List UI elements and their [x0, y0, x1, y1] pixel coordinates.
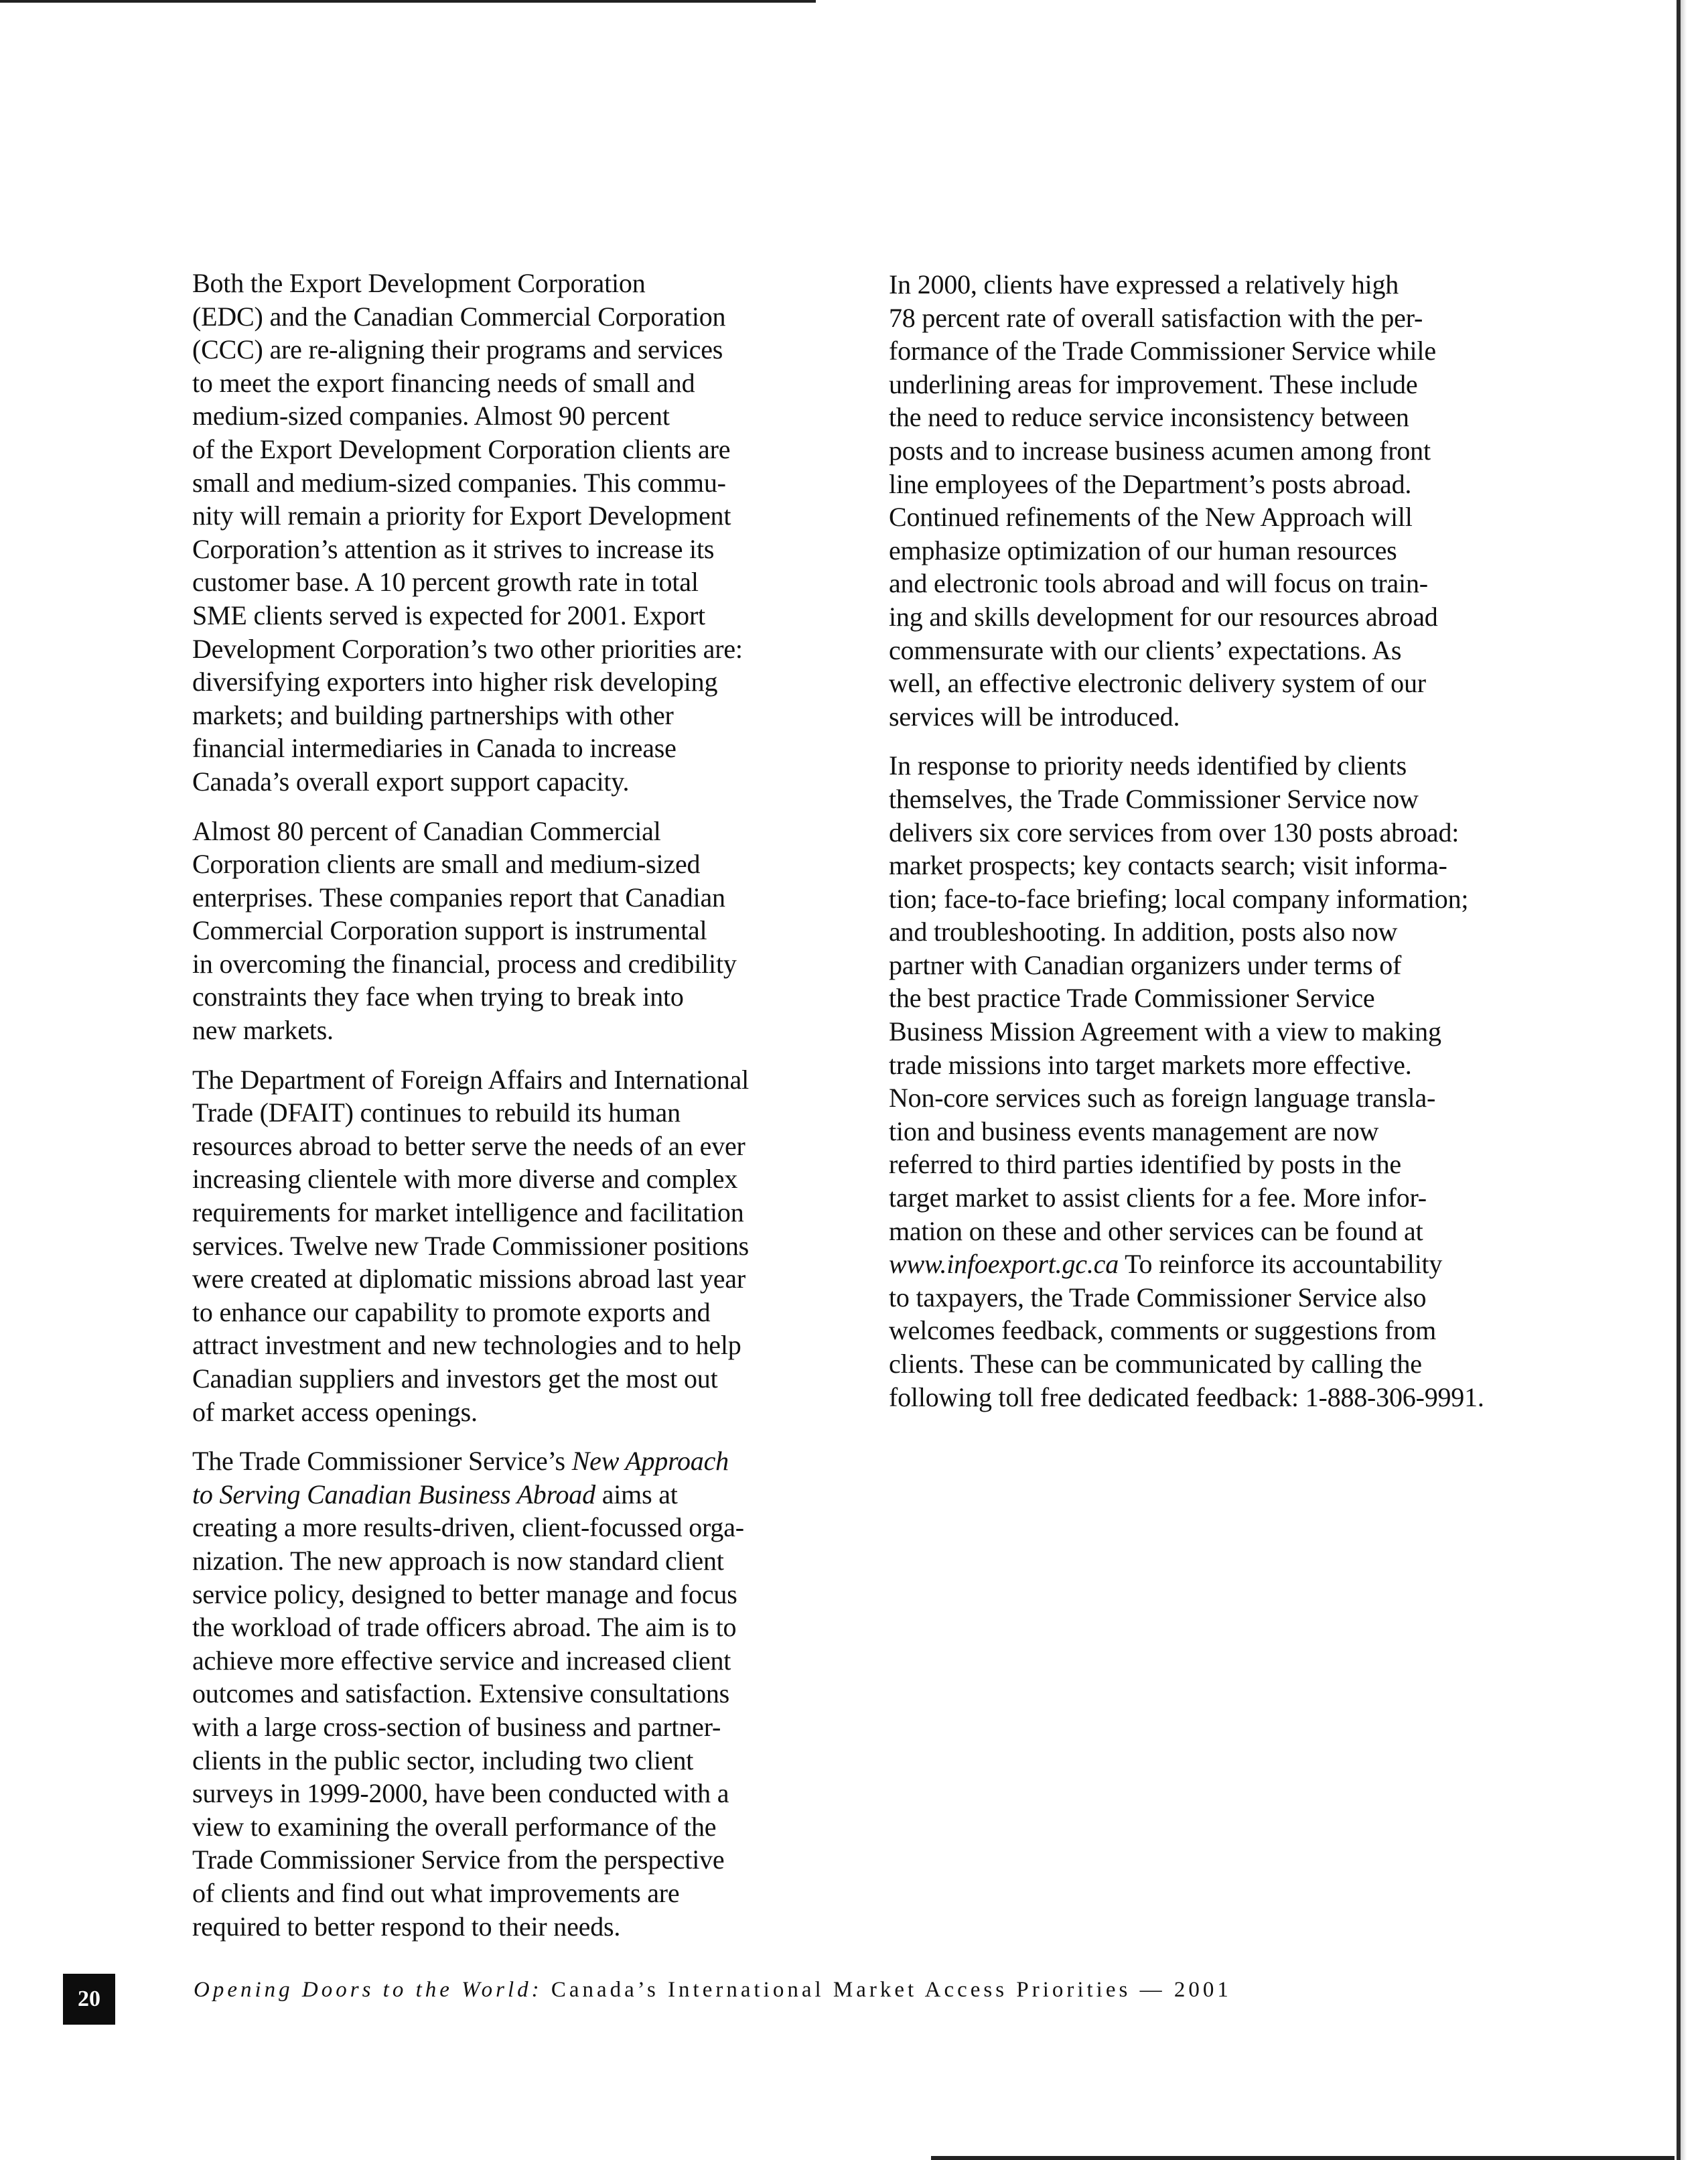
- left-column: [192, 267, 782, 1959]
- infoexport-link[interactable]: www.infoexport.gc.ca: [889, 1249, 1119, 1280]
- page-edge-border: [1673, 0, 1687, 2160]
- footer-title-rest: Canada’s International Market Access Priorities — 2001: [542, 1978, 1232, 2002]
- right-column: [889, 268, 1498, 1430]
- paragraph-ccc-clients: Almost 80 percent of Canadian Commercial Corporation clients are small and medium-sized enterprises. These companies report that Canadian Commercial Corporation support is instrumental in overcoming the financial, process and credibility constraints they face when trying to break into new markets.: [192, 815, 737, 1046]
- paragraph-new-approach-rest: aims at creating a more results-driven, client-focussed orga- nization. The new approach is now standard client service policy, designed to better manage and focus the workload of trade officers abroad. The aim is to achieve more effective service and increased client outcomes and satisfaction. Extensive consultations with a large cross-section of business and partner- clients in the public sector, including two client surveys in 1999-2000, have been conducted with a view to examining the overall performance of the Trade Commissioner Service from the perspective of clients and find out what improvements are required to better respond to their needs.: [192, 1479, 744, 1942]
- paragraph-core-services-start: In response to priority needs identified by clients themselves, the Trade Commissioner Service now delivers six core services from over 130 posts abroad: market prospects; key contacts search; visit informa- tion; face-to-face briefing; local company information; and troubleshooting. In addition, posts also now partner with Canadian organizers under terms of the best practice Trade Commissioner Service Business Mission Agreement with a view to making trade missions into target markets more effective. Non-core services such as foreign language transla- tion and business events management are now referred to third parties identified by posts in the target market to assist clients for a fee. More infor- mation on these and other services can be found at: [889, 750, 1469, 1246]
- footer-title-italic: Opening Doors to the World:: [194, 1978, 543, 2002]
- paragraph-new-approach-start: The Trade Commissioner Service’s: [192, 1446, 572, 1477]
- top-rule: [0, 0, 816, 3]
- footer-publication-title: [194, 1978, 1232, 2003]
- bottom-rule: [931, 2156, 1675, 2160]
- paragraph-core-services: [889, 749, 1498, 1414]
- paragraph-edc-ccc: Both the Export Development Corporation (EDC) and the Canadian Commercial Corporation (CCC) are re-aligning their programs and services to meet the export financing needs of small and medium-sized companies. Almost 90 percent of the Export Development Corporation clients are small and medium-sized companies. This commu- nity will remain a priority for Export Development Corporation’s attention as it strives to increase its customer base. A 10 percent growth rate in total SME clients served is expected for 2001. Export Development Corporation’s two other priorities are: diversifying exporters into higher risk developing markets; and building partnerships with other financial intermediaries in Canada to increase Canada’s overall export support capacity.: [192, 268, 743, 797]
- paragraph-client-satisfaction: In 2000, clients have expressed a relatively high 78 percent rate of overall satisfaction with the per- formance of the Trade Commissioner Service while underlining areas for improvement. These include the need to reduce service inconsistency between posts and to increase business acumen among front line employees of the Department’s posts abroad. Continued refinements of the New Approach will emphasize optimization of our human resources and electronic tools abroad and will focus on train- ing and skills development for our resources abroad commensurate with our clients’ expectations. As well, an effective electronic delivery system of our services will be introduced.: [889, 269, 1438, 732]
- new-approach-title: New Approach to Serving Canadian Business Abroad: [192, 1446, 729, 1509]
- paragraph-new-approach: [192, 1444, 782, 1943]
- paragraph-dfait: The Department of Foreign Affairs and International Trade (DFAIT) continues to rebuild its human resources abroad to better serve the needs of an ever increasing clientele with more diverse and complex requirements for market intelligence and facilitation services. Twelve new Trade Commissioner positions were created at diplomatic missions abroad last year to enhance our capability to promote exports and attract investment and new technologies and to help Canadian suppliers and investors get the most out of market access openings.: [192, 1064, 750, 1427]
- page-number: 20: [63, 1974, 115, 2025]
- paragraph-core-services-rest: To reinforce its accountability to taxpayers, the Trade Commissioner Service also welcomes feedback, comments or suggestions from clients. These can be communicated by calling the following toll free dedicated feedback: 1-888-306-9991.: [889, 1249, 1484, 1412]
